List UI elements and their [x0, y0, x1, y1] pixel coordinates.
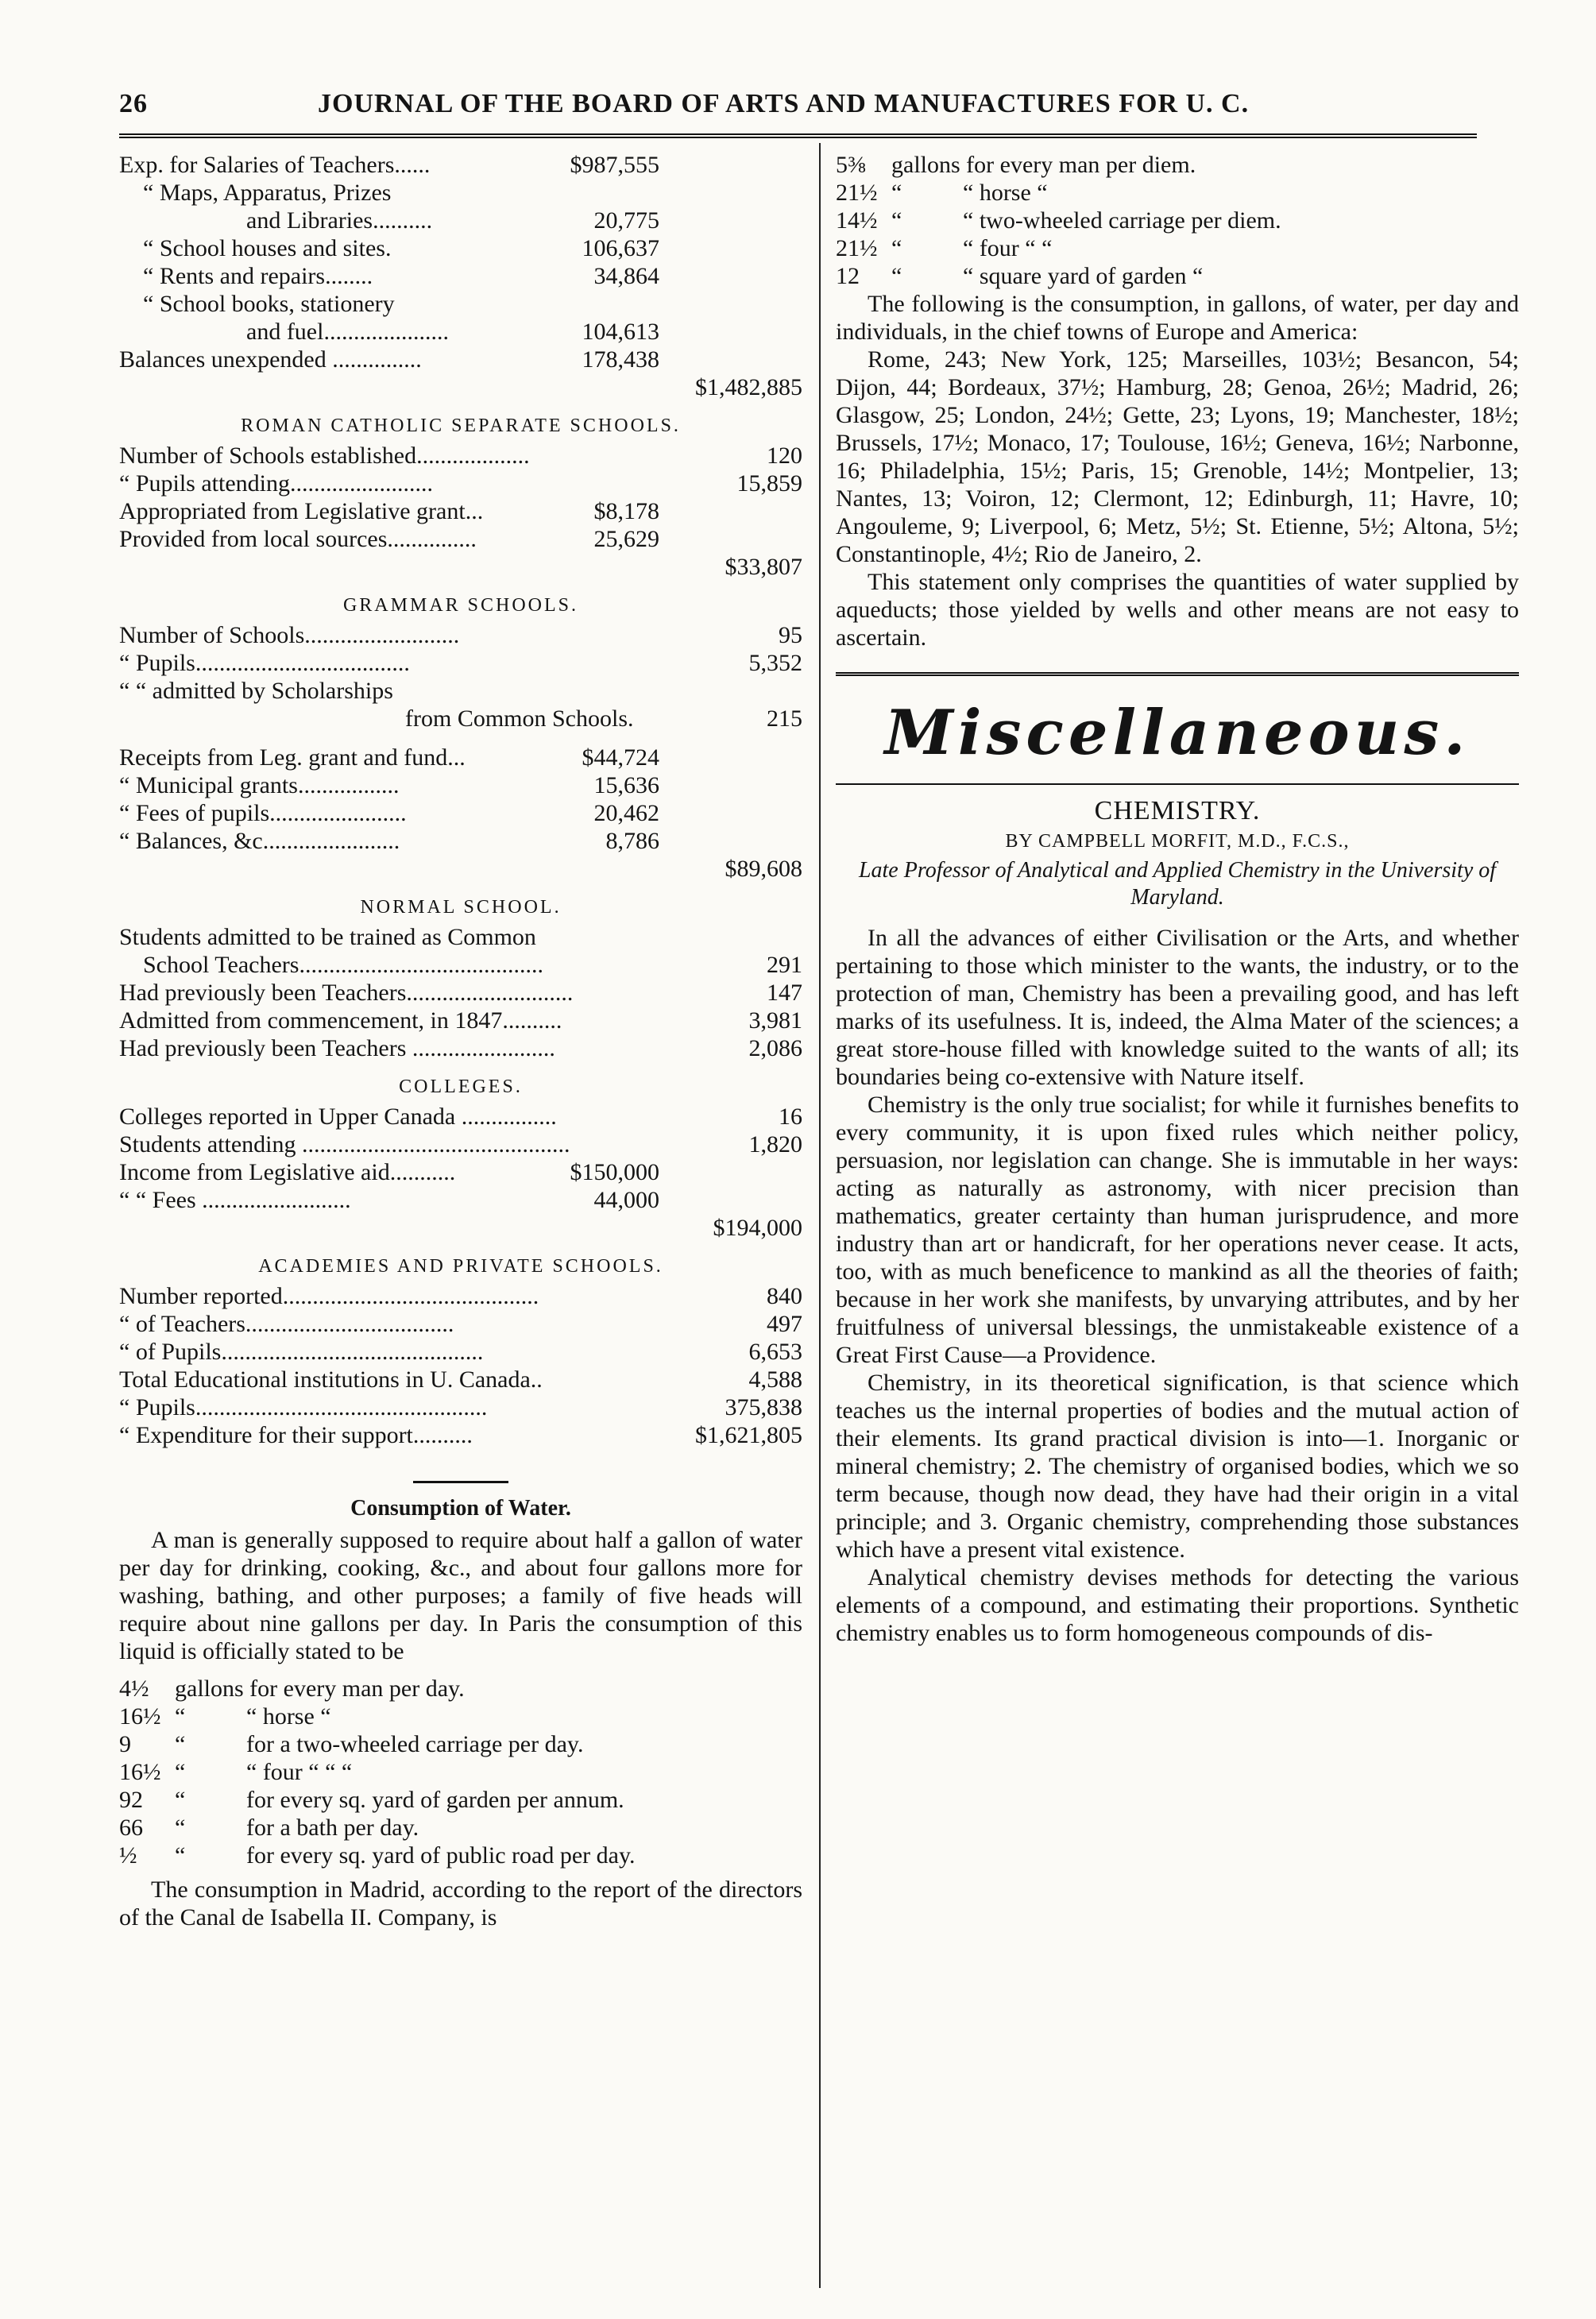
- section-title-rc: ROMAN CATHOLIC SEPARATE SCHOOLS.: [241, 415, 681, 436]
- section-title-academies: ACADEMIES AND PRIVATE SCHOOLS.: [258, 1256, 663, 1277]
- rc-table: Number of Schools established................... 120 “ Pupils attending........................ 15,859 Appropriated from Legislative grant... $8,178 Provided from local sources............... 25,629 $33,807: [119, 443, 802, 580]
- page-header: [119, 89, 1477, 129]
- madrid-paragraph: The consumption in Madrid, according to the report of the directors of the Canal de Isabella II. Company, is: [119, 1876, 802, 1931]
- chemistry-paragraph-3: Chemistry, in its theoretical signification, is that science which teaches us the internal properties of bodies and the mutual action of their elements. Its grand practical division is into—1. Inorganic or mineral chemistry; 2. The chemistry of organised bodies, which we so term because, though now dead, they have had their origin in a vital principle; and 3. Organic chemistry, comprehending those substances which have a present vital existence.: [836, 1370, 1519, 1563]
- section-title-grammar: GRAMMAR SCHOOLS.: [342, 595, 579, 616]
- chemistry-paragraph-1: In all the advances of either Civilisation or the Arts, and whether pertaining to those which minister to the wants, the industry, or to the protection of man, Chemistry has been a prevailing good, and has left marks of its usefulness. It is, indeed, the Alma Mater of the sciences; a great store-house filled with knowledge suited to the wants of all; its boundaries being co-extensive with Nature itself.: [836, 925, 1519, 1090]
- journal-title: JOURNAL OF THE BOARD OF ARTS AND MANUFACTURES FOR U. C.: [318, 89, 1250, 118]
- right-column: [836, 151, 1519, 1647]
- expenditure-table: Exp. for Salaries of Teachers...... $987,555 “ Maps, Apparatus, Prizes and Libraries.......... 20,775 “ School houses and sites. 106,637 “ Rents and repairs........ 34,864 “ School books, stationery and fuel..................... 104,613 Balances unexpended ............... 178,438 $1,482,885: [119, 152, 802, 400]
- author-affiliation: Late Professor of Analytical and Applied Chemistry in the University of Maryland.: [858, 858, 1497, 910]
- water-paragraph: A man is generally supposed to require about half a gallon of water per day for drinking, cooking, &c., and about four gallons more for washing, bathing, and other purposes; a family of five heads will require about nine gallons per day. In Paris the consumption of this liquid is officially stated to be: [119, 1527, 802, 1664]
- column-divider: [819, 143, 821, 2288]
- left-column: [119, 151, 802, 1931]
- chemistry-paragraph-4: Analytical chemistry devises methods for detecting the various elements of a compound, and estimating their proportions. Synthetic chemistry enables us to form homogeneous compounds of dis-: [836, 1564, 1519, 1646]
- madrid-water-table: 5⅜ gallons for every man per diem. 21½ “ “ horse “ 14½ “ “ two-wheeled carriage per diem. 21½ “ “ four “ “ 12 “ “ square yard of garden “: [836, 152, 1281, 289]
- statement-paragraph: This statement only comprises the quantities of water supplied by aqueducts; those yielded by wells and other means are not easy to ascertain.: [836, 569, 1519, 651]
- colleges-table: Colleges reported in Upper Canada ................ 16 Students attending ............................................. 1,820 Income from Legislative aid........... $150,000 “ “ Fees ......................... 44,000 $194,000: [119, 1103, 802, 1241]
- normal-table: Students admitted to be trained as Common School Teachers......................................... 291 Had previously been Teachers............................ 147 Admitted from commencement, in 1847.......... 3,981 Had previously been Teachers ........................ 2,086: [119, 924, 802, 1061]
- author-byline: BY CAMPBELL MORFIT, M.D., F.C.S.,: [1005, 831, 1350, 852]
- towns-intro-paragraph: The following is the consumption, in gallons, of water, per day and individuals, in the chief towns of Europe and America:: [836, 291, 1519, 345]
- paris-water-table: 4½ gallons for every man per day. 16½ “ “ horse “ 9 “ for a two-wheeled carriage per day. 16½ “ “ four “ “ “ 92 “ for every sq. yard of garden per annum. 66 “ for a bath per day. ½ “ for every sq. yard of public road per day.: [119, 1675, 636, 1869]
- chemistry-title: CHEMISTRY.: [1094, 796, 1261, 825]
- grammar-table: Number of Schools.......................... 95 “ Pupils.................................... 5,352 “ “ admitted by Scholarships from Common Schools. 215 Receipts from Leg. grant and fund... $44,724 “ Municipal grants................. 15,636 “ Fees of pupils....................... 20,462 “ Balances, &c....................... 8,786 $89,608: [119, 622, 802, 882]
- academies-table: Number reported........................................... 840 “ of Teachers................................... 497 “ of Pupils............................................ 6,653 Total Educational institutions in U. Canada.. 4,588 “ Pupils................................................. 375,838 “ Expenditure for their support.......... $1,621,805: [119, 1283, 802, 1448]
- expenditure-total: $1,482,885: [695, 374, 802, 400]
- header-rule: [119, 133, 1477, 138]
- miscellaneous-rule-bottom: [836, 783, 1519, 785]
- water-title: Consumption of Water.: [350, 1496, 571, 1521]
- miscellaneous-rule-top: [836, 672, 1519, 676]
- section-title-colleges: COLLEGES.: [399, 1076, 523, 1097]
- page-number: 26: [119, 89, 148, 118]
- chemistry-paragraph-2: Chemistry is the only true socialist; for while it furnishes benefits to every community, it is upon fixed rules which neither policy, persuasion, nor legislation can change. She is immutable in her ways: acting as naturally as astronomy, with nicer precision than mathematics, greater certainty than human jurisprudence, and more industry than art or handicraft, for her operations never cease. It acts, too, with as much beneficence to mankind as all the theories of faith; because in her work she manifests, by unvarying attributes, and by her fruitfulness of universal blessings, the unmistakeable existence of a Great First Cause—a Providence.: [836, 1092, 1519, 1368]
- miscellaneous-heading: Miscellaneous.: [884, 697, 1470, 769]
- towns-list-paragraph: Rome, 243; New York, 125; Marseilles, 103½; Besancon, 54; Dijon, 44; Bordeaux, 37½; Hamburg, 28; Genoa, 26½; Madrid, 26; Glasgow, 25; London, 24½; Gette, 23; Lyons, 19; Manchester, 18½; Brussels, 17½; Monaco, 17; Toulouse, 16½; Geneva, 16½; Narbonne, 16; Philadelphia, 15½; Paris, 15; Grenoble, 14½; Montpelier, 13; Nantes, 13; Voiron, 12; Clermont, 12; Edinburgh, 11; Havre, 10; Angouleme, 9; Liverpool, 6; Metz, 5½; St. Etienne, 5½; Altona, 5½; Constantinople, 4½; Rio de Janeiro, 2.: [836, 346, 1519, 567]
- section-divider: [413, 1481, 508, 1483]
- section-title-normal: NORMAL SCHOOL.: [360, 897, 562, 918]
